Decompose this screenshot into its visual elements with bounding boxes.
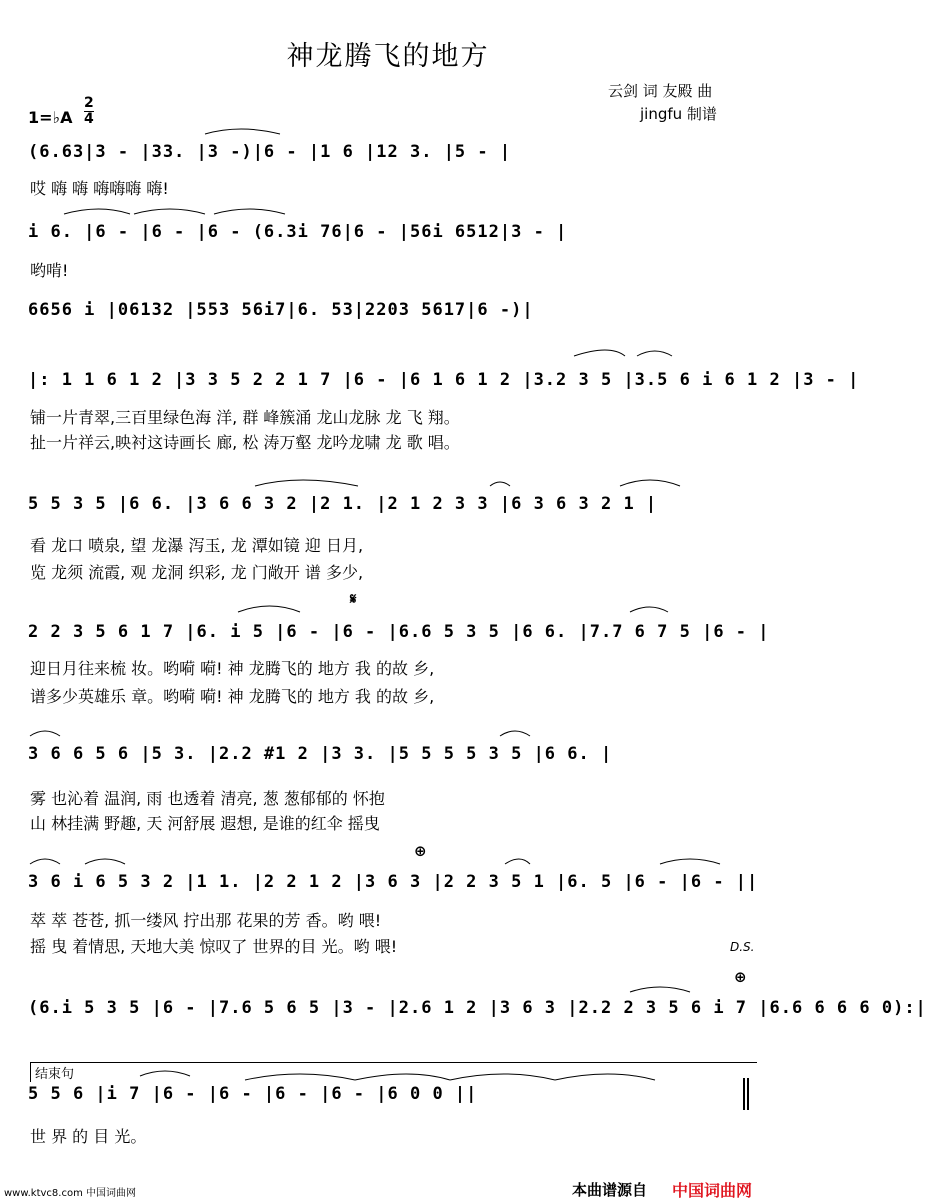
score-row-8-lyric-1: 萃 萃 苍苍, 抓一缕风 拧出那 花果的芳 香。哟 喂! <box>30 911 382 930</box>
score-row-3-notes: 6656 i |06132 |553 56i7|6. 53|2203 5617|6 -)| <box>28 300 534 320</box>
score-row-7-lyric-2: 山 林挂满 野趣, 天 河舒展 遐想, 是谁的红伞 摇曳 <box>30 814 380 833</box>
score-row-10-notes: 5 5 6 |i 7 |6 - |6 - |6 - |6 - |6 0 0 || <box>28 1084 478 1104</box>
slur-23 <box>555 1074 655 1080</box>
slur-18 <box>630 987 690 992</box>
slur-20 <box>245 1074 355 1080</box>
score-row-4-lyric-2: 扯一片祥云,映衬这诗画长 廊, 松 涛万壑 龙吟龙啸 龙 歌 唱。 <box>30 433 460 452</box>
score-row-6-notes: 2 2 3 5 6 1 7 |6. i 5 |6 - |6 - |6.6 5 3 5 |6 6. |7.7 6 7 5 |6 - | <box>28 622 770 642</box>
score-row-1-notes: (6.63|3 - |33. |3 -)|6 - |1 6 |12 3. |5 - | <box>28 142 512 162</box>
ds-mark: D.S. <box>730 940 755 954</box>
slur-14 <box>30 859 60 864</box>
coda-mark-2: ⊕ <box>734 968 747 986</box>
score-row-8-lyric-2: 摇 曳 着情思, 天地大美 惊叹了 世界的目 光。哟 喂! <box>30 937 398 956</box>
slur-5 <box>574 350 625 356</box>
score-row-2-notes: i 6. |6 - |6 - |6 - (6.3i 76|6 - |56i 6512|3 - | <box>28 222 568 242</box>
slur-13 <box>500 731 530 736</box>
score-row-6-lyric-2: 谱多少英雄乐 章。哟嗬 嗬! 神 龙腾飞的 地方 我 的故 乡, <box>30 687 435 706</box>
score-row-7-notes: 3 6 6 5 6 |5 3. |2.2 #1 2 |3 3. |5 5 5 5 3 5 |6 6. | <box>28 744 613 764</box>
credit-lyricist-composer: 云剑 词 友殿 曲 <box>608 82 713 100</box>
slur-10 <box>238 606 300 612</box>
time-signature-top: 2 <box>84 95 94 111</box>
slur-9 <box>620 480 680 486</box>
footer-source-label: 本曲谱源自 <box>572 1181 648 1199</box>
slur-12 <box>30 731 60 736</box>
slur-1 <box>205 129 280 134</box>
score-row-5-lyric-1: 看 龙口 喷泉, 望 龙瀑 泻玉, 龙 潭如镜 迎 日月, <box>30 536 364 555</box>
score-row-10-lyric-1: 世 界 的 目 光。 <box>30 1127 147 1146</box>
slur-19 <box>140 1071 190 1076</box>
score-row-2-lyric-1: 哟啃! <box>30 261 69 280</box>
slur-17 <box>660 859 720 864</box>
key-signature: 1=♭A <box>28 108 73 127</box>
page-title: 神龙腾飞的地方 <box>286 41 490 72</box>
coda-mark-1: ⊕ <box>414 842 427 860</box>
slur-11 <box>630 607 668 612</box>
credit-transcriber: jingfu 制谱 <box>640 105 717 123</box>
footer-source-brand: 中国词曲网 <box>672 1181 753 1200</box>
score-row-9-notes: (6.i 5 3 5 |6 - |7.6 5 6 5 |3 - |2.6 1 2 |3 6 3 |2.2 2 3 5 6 i 7 |6.6 6 6 6 0):| <box>28 998 927 1018</box>
slur-15 <box>85 859 125 864</box>
score-row-4-lyric-1: 铺一片青翠,三百里绿色海 洋, 群 峰簇涌 龙山龙脉 龙 飞 翔。 <box>30 408 460 427</box>
slur-22 <box>450 1074 555 1080</box>
slur-2 <box>64 209 130 214</box>
slur-16 <box>505 859 530 864</box>
slur-7 <box>255 480 358 486</box>
time-signature-bottom: 4 <box>84 111 94 127</box>
score-row-1-lyric-1: 哎 嗨 嗨 嗨嗨嗨 嗨! <box>30 179 169 198</box>
slur-6 <box>637 351 672 356</box>
score-row-5-lyric-2: 览 龙须 流霞, 观 龙洞 织彩, 龙 门敞开 谱 多少, <box>30 563 364 582</box>
slur-21 <box>355 1074 450 1080</box>
score-row-5-notes: 5 5 3 5 |6 6. |3 6 6 3 2 |2 1. |2 1 2 3 3 |6 3 6 3 2 1 | <box>28 494 658 514</box>
score-row-8-notes: 3 6 i 6 5 3 2 |1 1. |2 2 1 2 |3 6 3 |2 2 3 5 1 |6. 5 |6 - |6 - || <box>28 872 759 892</box>
slur-4 <box>214 209 285 214</box>
footer-site: www.ktvc8.com 中国词曲网 <box>4 1188 137 1199</box>
slur-8 <box>490 482 510 486</box>
score-row-4-notes: |: 1 1 6 1 2 |3 3 5 2 2 1 7 |6 - |6 1 6 1 2 |3.2 3 5 |3.5 6 i 6 1 2 |3 - | <box>28 370 860 390</box>
slur-3 <box>134 209 205 214</box>
ending-label: 结束句 <box>30 1062 757 1082</box>
segno-mark: 𝄋 <box>350 590 357 608</box>
score-row-7-lyric-1: 雾 也沁着 温润, 雨 也透着 清亮, 葱 葱郁郁的 怀抱 <box>30 789 385 808</box>
score-row-6-lyric-1: 迎日月往来梳 妆。哟嗬 嗬! 神 龙腾飞的 地方 我 的故 乡, <box>30 659 435 678</box>
